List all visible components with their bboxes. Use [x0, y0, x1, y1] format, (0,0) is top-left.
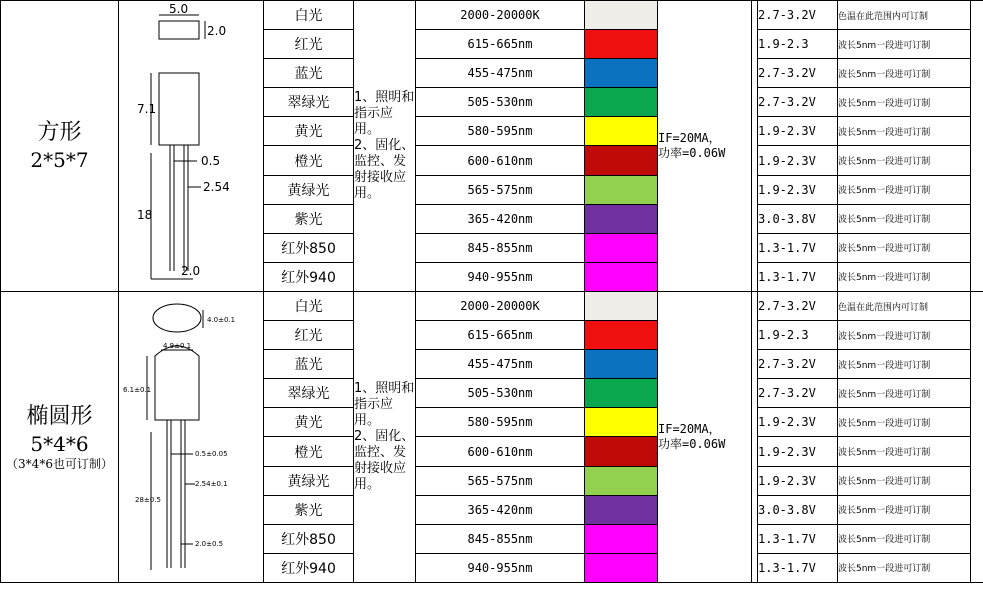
color-swatch-cell	[585, 262, 658, 291]
table-row	[1, 1, 983, 30]
color-swatch-cell	[585, 292, 658, 321]
color-swatch	[585, 30, 657, 58]
color-swatch-cell	[585, 117, 658, 146]
square-led-dimension-drawing	[121, 1, 261, 291]
color-swatch	[585, 496, 657, 524]
color-name: 红外940	[264, 262, 354, 291]
color-name: 翠绿光	[264, 88, 354, 117]
color-name: 红外850	[264, 524, 354, 553]
color-name: 白光	[264, 292, 354, 321]
shape-cell	[1, 1, 119, 292]
color-name: 紫光	[264, 495, 354, 524]
forward-voltage: 1.9-2.3V	[758, 175, 838, 204]
forward-voltage: 2.7-3.2V	[758, 292, 838, 321]
color-swatch	[585, 205, 657, 233]
color-swatch-cell	[585, 495, 658, 524]
electrical-spec: IF=20MA， 功率=0.06W	[658, 1, 752, 292]
oval-led-dimension-drawing	[121, 292, 261, 582]
top-width-label: 4.9±0.1	[163, 342, 192, 350]
remark: 波长5nm一段进可订制	[838, 204, 971, 233]
remark: 波长5nm一段进可订制	[838, 321, 971, 350]
color-swatch	[585, 263, 657, 291]
top-depth-label: 4.0±0.1	[207, 316, 236, 324]
color-swatch	[585, 321, 657, 349]
forward-voltage: 1.3-1.7V	[758, 553, 838, 582]
wavelength: 565-575nm	[416, 466, 585, 495]
forward-voltage: 1.9-2.3V	[758, 466, 838, 495]
body-height-label: 6.1±0.1	[123, 386, 152, 394]
remark: 波长5nm一段进可订制	[838, 175, 971, 204]
top-width-label: 5.0	[169, 2, 189, 16]
color-swatch-cell	[585, 175, 658, 204]
color-swatch-cell	[585, 1, 658, 30]
forward-voltage: 2.7-3.2V	[758, 379, 838, 408]
color-swatch-cell	[585, 379, 658, 408]
remark: 波长5nm一段进可订制	[838, 30, 971, 59]
wavelength: 940-955nm	[416, 553, 585, 582]
color-swatch-cell	[585, 524, 658, 553]
wavelength: 940-955nm	[416, 262, 585, 291]
forward-voltage: 1.9-2.3	[758, 30, 838, 59]
wavelength: 365-420nm	[416, 204, 585, 233]
color-swatch-cell	[585, 553, 658, 582]
dimension-drawing-cell	[119, 292, 264, 583]
lead-pitch-label: 2.54	[203, 180, 230, 194]
color-name: 红光	[264, 30, 354, 59]
body-height-label: 7.1	[137, 102, 157, 116]
forward-voltage: 1.3-1.7V	[758, 233, 838, 262]
shape-name: 椭圆形	[26, 403, 93, 429]
forward-voltage: 1.9-2.3	[758, 321, 838, 350]
color-swatch	[585, 117, 657, 145]
wavelength: 2000-20000K	[416, 1, 585, 30]
color-swatch-cell	[585, 408, 658, 437]
color-name: 翠绿光	[264, 379, 354, 408]
remark: 波长5nm一段进可订制	[838, 553, 971, 582]
forward-voltage: 1.9-2.3V	[758, 146, 838, 175]
forward-voltage: 1.9-2.3V	[758, 437, 838, 466]
shape-size: 5*4*6	[30, 431, 89, 456]
color-name: 红光	[264, 321, 354, 350]
color-name: 紫光	[264, 204, 354, 233]
wavelength: 615-665nm	[416, 321, 585, 350]
lead-width-label: 0.5±0.05	[195, 450, 228, 458]
right-edge	[971, 292, 983, 583]
color-swatch	[585, 234, 657, 262]
color-swatch-cell	[585, 350, 658, 379]
color-swatch-cell	[585, 204, 658, 233]
remark: 波长5nm一段进可订制	[838, 88, 971, 117]
color-swatch	[585, 525, 657, 553]
color-swatch	[585, 292, 657, 320]
forward-voltage: 1.3-1.7V	[758, 262, 838, 291]
remark: 波长5nm一段进可订制	[838, 117, 971, 146]
lead-pitch-label: 2.54±0.1	[195, 480, 228, 488]
wavelength: 2000-20000K	[416, 292, 585, 321]
shape-size: 2*5*7	[30, 148, 89, 172]
color-name: 红外850	[264, 233, 354, 262]
color-name: 蓝光	[264, 350, 354, 379]
color-swatch-cell	[585, 30, 658, 59]
forward-voltage: 1.9-2.3V	[758, 117, 838, 146]
spec-table-body	[1, 1, 983, 583]
color-swatch-cell	[585, 233, 658, 262]
color-swatch	[585, 88, 657, 116]
forward-voltage: 1.9-2.3V	[758, 408, 838, 437]
color-name: 橙光	[264, 146, 354, 175]
color-name: 黄绿光	[264, 466, 354, 495]
color-name: 蓝光	[264, 59, 354, 88]
color-swatch	[585, 408, 657, 436]
remark: 波长5nm一段进可订制	[838, 379, 971, 408]
wavelength: 580-595nm	[416, 117, 585, 146]
wavelength: 615-665nm	[416, 30, 585, 59]
color-swatch	[585, 467, 657, 495]
remark: 波长5nm一段进可订制	[838, 495, 971, 524]
remark: 波长5nm一段进可订制	[838, 262, 971, 291]
forward-voltage: 2.7-3.2V	[758, 88, 838, 117]
forward-voltage: 2.7-3.2V	[758, 350, 838, 379]
forward-voltage: 3.0-3.8V	[758, 204, 838, 233]
wavelength: 365-420nm	[416, 495, 585, 524]
color-name: 黄绿光	[264, 175, 354, 204]
remark: 波长5nm一段进可订制	[838, 59, 971, 88]
color-swatch	[585, 379, 657, 407]
color-swatch-cell	[585, 437, 658, 466]
color-swatch-cell	[585, 146, 658, 175]
remark: 波长5nm一段进可订制	[838, 233, 971, 262]
color-swatch	[585, 554, 657, 582]
wavelength: 565-575nm	[416, 175, 585, 204]
wavelength: 845-855nm	[416, 524, 585, 553]
remark: 波长5nm一段进可订制	[838, 437, 971, 466]
shape-note: （3*4*6也可订制）	[6, 456, 113, 471]
base-width-label: 2.0±0.5	[195, 540, 224, 548]
color-swatch-cell	[585, 466, 658, 495]
electrical-spec: IF=20MA， 功率=0.06W	[658, 292, 752, 583]
remark: 色温在此范围内可订制	[838, 292, 971, 321]
color-swatch	[585, 350, 657, 378]
remark: 色温在此范围内可订制	[838, 1, 971, 30]
remark: 波长5nm一段进可订制	[838, 146, 971, 175]
color-swatch	[585, 59, 657, 87]
base-width-label: 2.0	[181, 264, 201, 278]
color-name: 白光	[264, 1, 354, 30]
color-swatch	[585, 437, 657, 465]
shape-cell	[1, 292, 119, 583]
forward-voltage: 1.3-1.7V	[758, 524, 838, 553]
color-swatch-cell	[585, 88, 658, 117]
color-swatch	[585, 146, 657, 174]
remark: 波长5nm一段进可订制	[838, 408, 971, 437]
color-swatch-cell	[585, 59, 658, 88]
application-text: 1、照明和指示应用。 2、固化、监控、发射接收应用。	[354, 292, 416, 583]
color-swatch-cell	[585, 321, 658, 350]
right-edge	[971, 1, 983, 292]
wavelength: 455-475nm	[416, 59, 585, 88]
wavelength: 845-855nm	[416, 233, 585, 262]
color-name: 红外940	[264, 553, 354, 582]
wavelength: 600-610nm	[416, 146, 585, 175]
wavelength: 600-610nm	[416, 437, 585, 466]
color-name: 橙光	[264, 437, 354, 466]
lead-length-label: 28±0.5	[135, 496, 161, 504]
remark: 波长5nm一段进可订制	[838, 466, 971, 495]
lead-width-label: 0.5	[201, 154, 221, 168]
color-swatch	[585, 1, 657, 29]
remark: 波长5nm一段进可订制	[838, 350, 971, 379]
wavelength: 505-530nm	[416, 379, 585, 408]
top-depth-label: 2.0	[207, 24, 227, 38]
lead-length-label: 18	[137, 208, 153, 222]
color-swatch	[585, 176, 657, 204]
dimension-drawing-cell	[119, 1, 264, 292]
forward-voltage: 2.7-3.2V	[758, 59, 838, 88]
remark: 波长5nm一段进可订制	[838, 524, 971, 553]
color-name: 黄光	[264, 117, 354, 146]
application-text: 1、照明和指示应用。 2、固化、监控、发射接收应用。	[354, 1, 416, 292]
forward-voltage: 2.7-3.2V	[758, 1, 838, 30]
color-name: 黄光	[264, 408, 354, 437]
table-row	[1, 292, 983, 321]
wavelength: 505-530nm	[416, 88, 585, 117]
shape-name: 方形	[37, 120, 82, 145]
forward-voltage: 3.0-3.8V	[758, 495, 838, 524]
wavelength: 580-595nm	[416, 408, 585, 437]
wavelength: 455-475nm	[416, 350, 585, 379]
